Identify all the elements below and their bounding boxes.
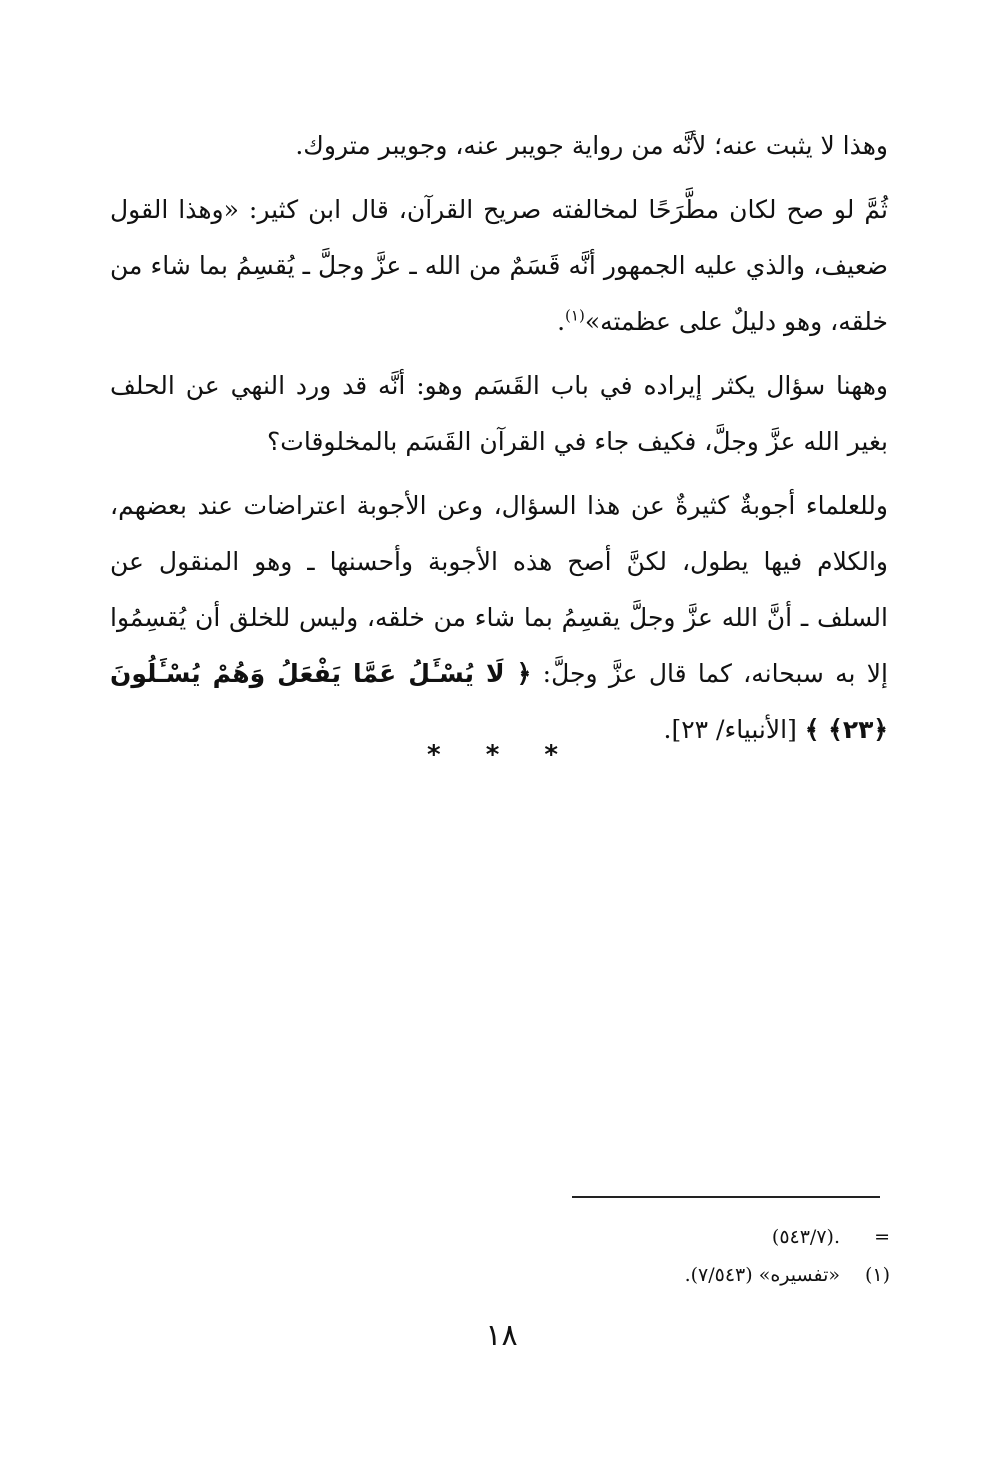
paragraph-1 [110,118,888,174]
paragraph-2-end: . [557,307,566,336]
footnote-ref: (١) [565,306,585,325]
footnote-divider [572,1196,880,1198]
footnote-continuation [560,1218,890,1256]
section-separator: * * * [427,740,576,770]
paragraph-4-text: وللعلماء أجوبةٌ كثيرةٌ عن هذا السؤال، وعن الأجوبة اعتراضات عند بعضهم، والكلام فيها يطول، لكنَّ أصح هذه الأجوبة وأحسنها ـ وهو المنقول عن السلف ـ أنَّ الله عزَّ وجلَّ يقسِمُ بما شاء من خلقه، وليس للخلق أن يُقسِمُوا إلا به سبحانه، كما قال عزَّ وجلَّ: [110,491,888,688]
paragraph-1-text: وهذا لا يثبت عنه؛ لأنَّه من رواية جويبر عنه، وجويبر متروك. [295,131,888,160]
paragraph-2 [110,182,888,350]
footnotes [560,1218,890,1294]
paragraph-2-text: ثُمَّ لو صح لكان مطَّرَحًا لمخالفته صريح القرآن، قال ابن كثير: «وهذا القول ضعيف، والذي عليه الجمهور أنَّه قَسَمٌ من الله ـ عزَّ وجلَّ ـ يُقسِمُ بما شاء من خلقه، وهو دليلٌ على عظمته» [110,195,888,336]
footnote-text: .(٥٤٣/٧) [771,1226,840,1248]
paragraph-3-text: وههنا سؤال يكثر إيراده في باب القَسَم وهو: أنَّه قد ورد النهي عن الحلف بغير الله عزَّ وجلَّ، فكيف جاء في القرآن القَسَم بالمخلوقات؟ [110,371,888,456]
footnote-1 [560,1256,890,1294]
paragraph-4 [110,478,888,758]
footnote-text: «تفسيره» (٧/٥٤٣). [684,1264,840,1286]
main-text [110,118,888,766]
page-number: ١٨ [485,1318,518,1353]
paragraph-3 [110,358,888,470]
quran-verse: ﴿ لَا يُسْـَٔلُ عَمَّا يَفْعَلُ وَهُمْ يُسْـَٔلُونَ ﴿٢٣﴾ ﴾ [110,659,888,744]
verse-reference: [الأنبياء/ ٢٣]. [663,715,797,744]
footnote-mark: = [874,1226,890,1248]
footnote-mark: (١) [864,1264,890,1286]
